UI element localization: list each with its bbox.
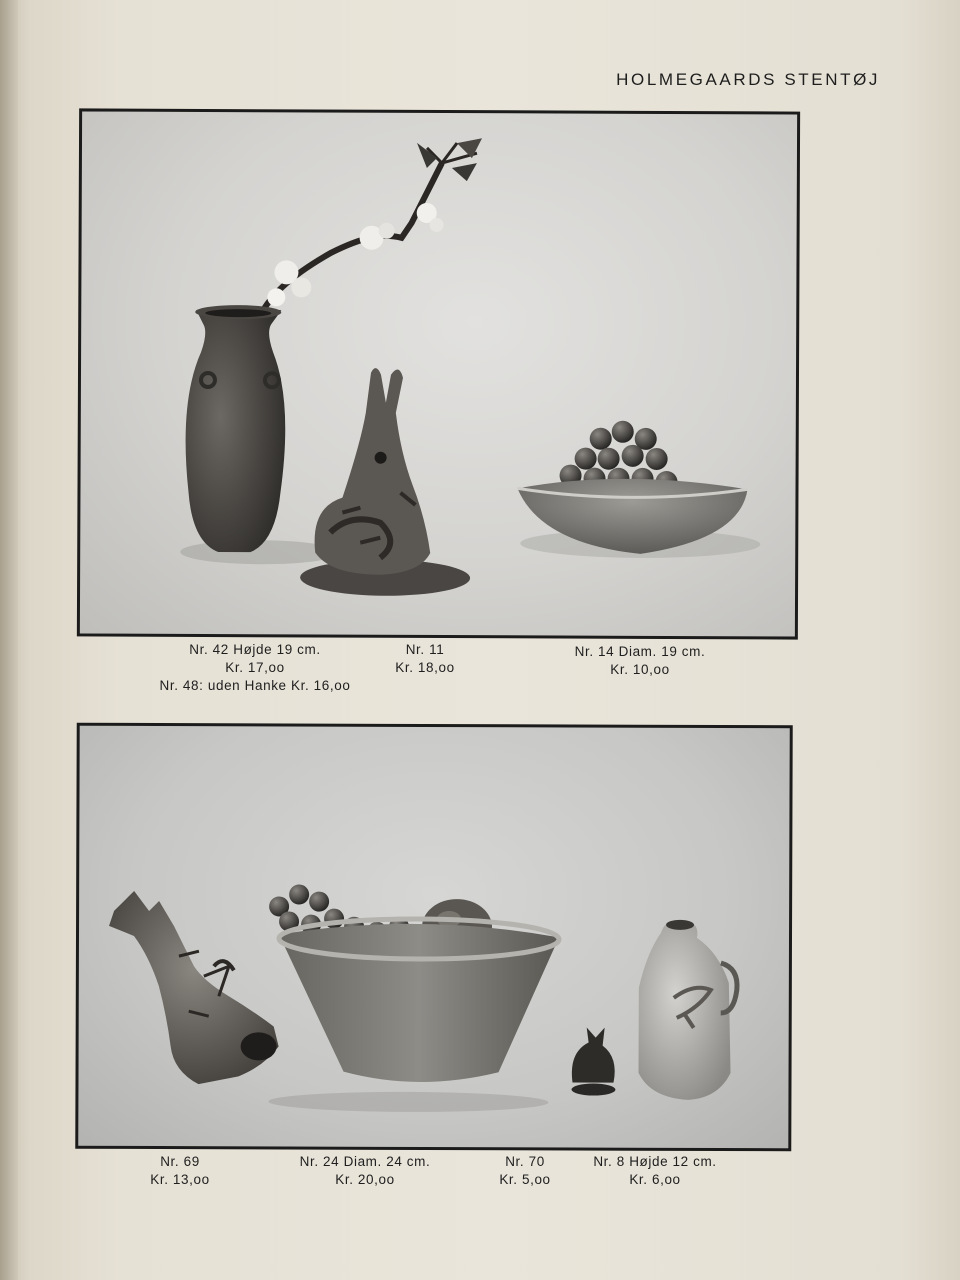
caption-line: Nr. 70 [505, 1154, 545, 1169]
mouse-figure-nr-70 [571, 1027, 615, 1095]
caption-line: Nr. 42 Højde 19 cm. [189, 642, 321, 657]
caption-nr-8 [575, 1153, 735, 1189]
bowl-nr-24 [268, 884, 559, 1082]
caption-nr-70 [480, 1153, 570, 1189]
blossom-branch [259, 137, 482, 318]
fish-figure-nr-69 [108, 891, 279, 1085]
caption-nr-24 [270, 1153, 460, 1189]
rabbit-figure-nr-11 [300, 368, 471, 596]
caption-price: Kr. 6,oo [629, 1172, 681, 1187]
jar-nr-8 [638, 920, 737, 1100]
caption-price: Kr. 5,oo [499, 1172, 551, 1187]
photo-vase-rabbit-bowl [77, 108, 800, 639]
caption-line: Nr. 8 Højde 12 cm. [593, 1154, 717, 1169]
vase-nr-42 [185, 305, 286, 552]
caption-line: Nr. 69 [160, 1154, 200, 1169]
book-spine-shadow [0, 0, 18, 1280]
photo-fish-bowl-mouse-jar [75, 723, 792, 1151]
caption-price: Kr. 17,oo [225, 660, 285, 675]
caption-price: Kr. 10,oo [610, 662, 670, 677]
caption-nr-42 [140, 641, 370, 695]
caption-nr-11 [380, 641, 470, 677]
page-header: HOLMEGAARDS STENTØJ [616, 70, 880, 89]
caption-line: Nr. 14 Diam. 19 cm. [574, 644, 706, 659]
caption-line: Nr. 48: uden Hanke Kr. 16,oo [159, 678, 351, 693]
caption-line: Nr. 11 [405, 642, 445, 657]
caption-nr-14 [550, 643, 730, 679]
caption-price: Kr. 18,oo [395, 660, 455, 675]
caption-nr-69 [130, 1153, 230, 1189]
caption-price: Kr. 13,oo [150, 1172, 210, 1187]
caption-price: Kr. 20,oo [335, 1172, 395, 1187]
caption-line: Nr. 24 Diam. 24 cm. [299, 1154, 431, 1169]
